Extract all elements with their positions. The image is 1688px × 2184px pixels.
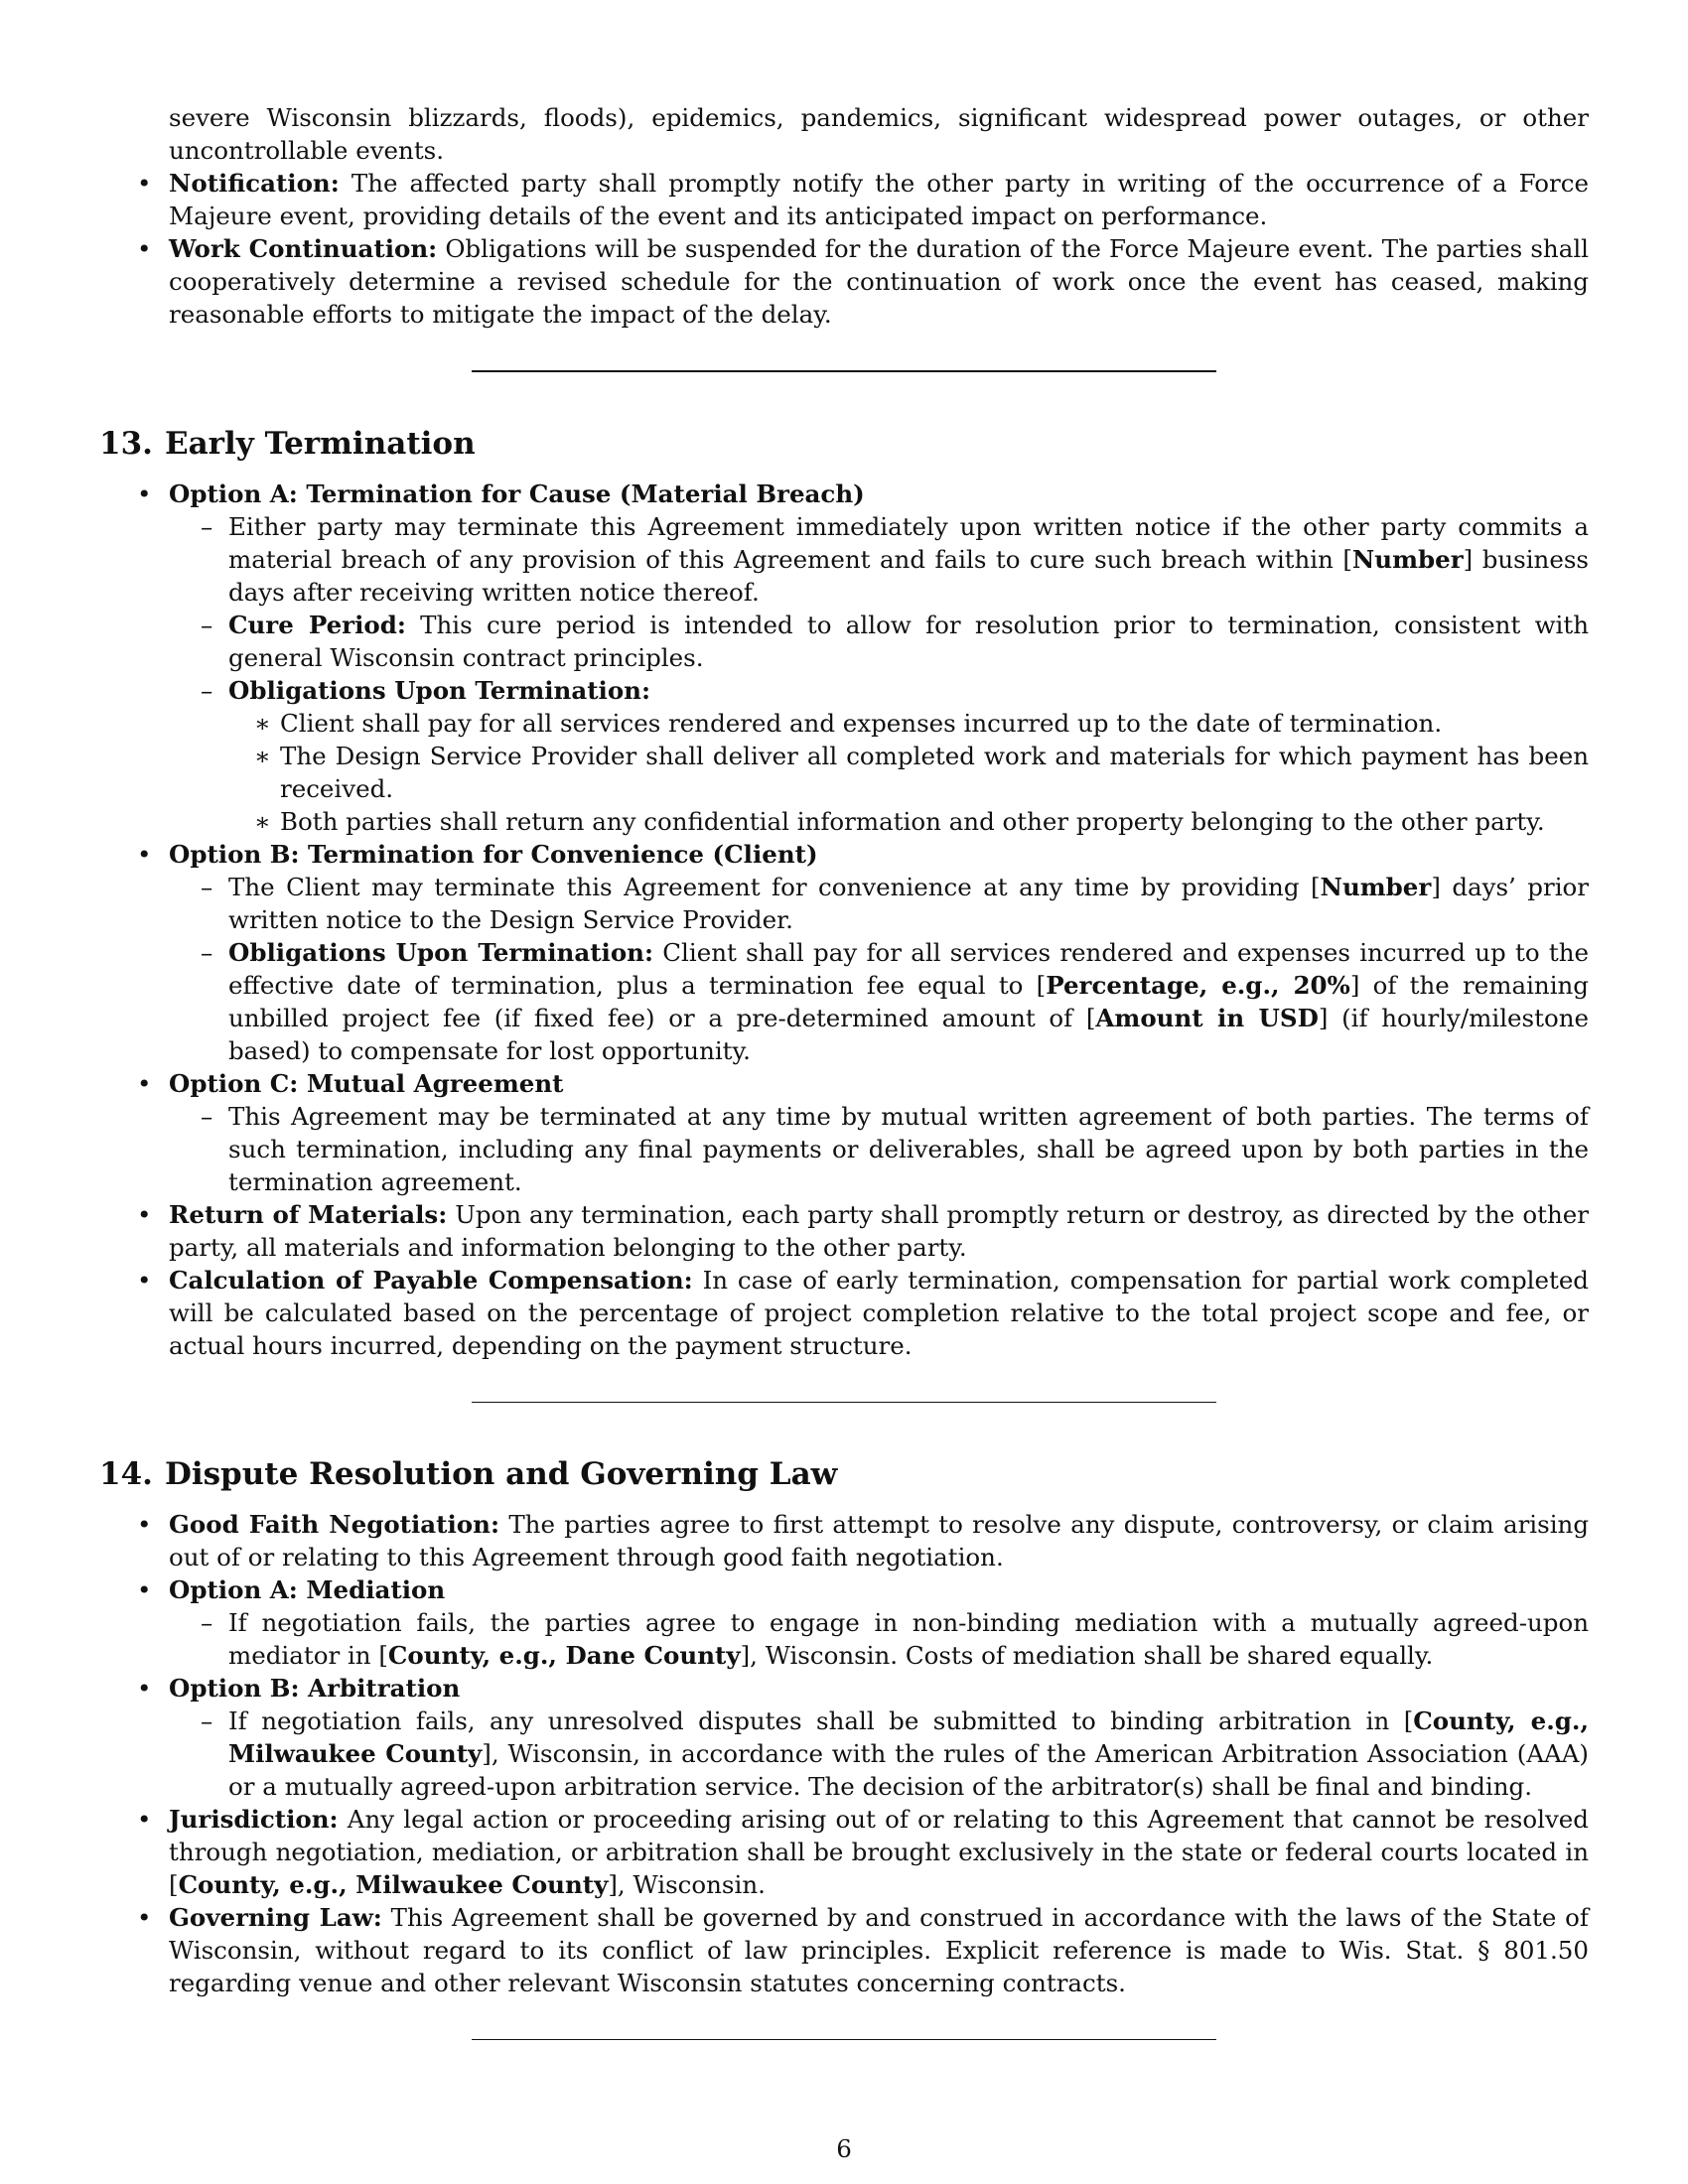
notification-item: • Notification: The affected party shall promptly notify the other party in writing of the occurrence of a Force Majeure event, providing details of the event and its anticipated impact on performance. bbox=[99, 167, 1589, 232]
obligation-item: ∗ Client shall pay for all services rendered and expenses incurred up to the date of termination. bbox=[228, 707, 1589, 740]
obligation-item: ∗ Both parties shall return any confidential information and other property belonging to the other party. bbox=[228, 805, 1589, 838]
payable-compensation-item: • Calculation of Payable Compensation: In case of early termination, compensation for partial work completed will be calculated based on the percentage of project completion relative to the total project scope and fee, or actual hours incurred, depending on the payment structure. bbox=[99, 1264, 1589, 1362]
section-14-heading: 14. Dispute Resolution and Governing Law bbox=[99, 1456, 838, 1492]
work-continuation-item: • Work Continuation: Obligations will be suspended for the duration of the Force Majeure event. The parties shall cooperatively determine a revised schedule for the continuation of work once the event has ceased, making reasonable efforts to mitigate the impact of the delay. bbox=[99, 232, 1589, 331]
section-divider bbox=[472, 2039, 1216, 2040]
jurisdiction-item: • Jurisdiction: Any legal action or proceeding arising out of or relating to this Agreement that cannot be resolved through negotiation, mediation, or arbitration shall be brought exclusively in the state or federal courts located in [County, e.g., Milwaukee County], Wisconsin. bbox=[99, 1803, 1589, 1901]
section-divider bbox=[472, 370, 1216, 372]
return-of-materials-item: • Return of Materials: Upon any termination, each party shall promptly return or destroy, as directed by the other party, all materials and information belonging to the other party. bbox=[99, 1198, 1589, 1264]
termination-option-c: • Option C: Mutual Agreement – This Agreement may be terminated at any time by mutual written agreement of both parties. The terms of such termination, including any final payments or deliverables, shall be agreed upon by both parties in the termination agreement. bbox=[99, 1067, 1589, 1198]
arbitration-option: • Option B: Arbitration – If negotiation fails, any unresolved disputes shall be submitted to binding arbitration in [County, e.g., Milwaukee County], Wisconsin, in accordance with the rules of the American Arbitration Association (AAA) or a mutually agreed-upon arbitration service. The decision of the arbitrator(s) shall be final and binding. bbox=[99, 1672, 1589, 1803]
governing-law-item: • Governing Law: This Agreement shall be governed by and construed in accordance with the laws of the State of Wisconsin, without regard to its conflict of law principles. Explicit reference is made to Wis. Stat. § 801.50 regarding venue and other relevant Wisconsin statutes concerning contracts. bbox=[99, 1901, 1589, 1999]
force-majeure-continuation: severe Wisconsin blizzards, floods), epidemics, pandemics, significant widespread power outages, or other uncontrollable events. bbox=[169, 103, 1589, 165]
cure-period-clause: – Cure Period: This cure period is intended to allow for resolution prior to termination, consistent with general Wisconsin contract principles. bbox=[169, 609, 1589, 674]
mutual-agreement-clause: – This Agreement may be terminated at any time by mutual written agreement of both parties. The terms of such termination, including any final payments or deliverables, shall be agreed upon by both parties in the termination agreement. bbox=[169, 1100, 1589, 1198]
obligations-upon-termination-a: – Obligations Upon Termination: ∗ Client shall pay for all services rendered and expenses incurred up to the date of termination. ∗ The Design Service Provider shall deliver all completed work and materials for which payment has been received. ∗ Both parties shall return any confidential information and other property belonging to the other party. bbox=[169, 674, 1589, 838]
termination-option-b: • Option B: Termination for Convenience (Client) – The Client may terminate this Agreement for convenience at any time by providing [Number] days’ prior written notice to the Design Service Provider. – Obligations Upon Termination: Client shall pay for all services rendered and expenses incurred up to the effective date of termination, plus a termination fee equal to [Percentage, e.g., 20%] of the remaining unbilled project fee (if fixed fee) or a pre-determined amount of [Amount in USD] (if hourly/milestone based) to compensate for lost opportunity. bbox=[99, 838, 1589, 1067]
section-divider bbox=[472, 1402, 1216, 1403]
obligations-upon-termination-b: – Obligations Upon Termination: Client shall pay for all services rendered and expenses incurred up to the effective date of termination, plus a termination fee equal to [Percentage, e.g., 20%] of the remaining unbilled project fee (if fixed fee) or a pre-determined amount of [Amount in USD] (if hourly/milestone based) to compensate for lost opportunity. bbox=[169, 936, 1589, 1067]
section-12-list bbox=[99, 101, 1589, 331]
section-14-list bbox=[99, 1508, 1589, 1999]
termination-option-a: • Option A: Termination for Cause (Material Breach) – Either party may terminate this Agreement immediately upon written notice if the other party commits a material breach of any provision of this Agreement and fails to cure such breach within [Number] business days after receiving written notice thereof. – Cure Period: This cure period is intended to allow for resolution prior to termination, consistent with general Wisconsin contract principles. – Obligations Upon Termination: ∗ Client shall pay for all services rendered and expenses incurred up to the date of termination. ∗ The Design Service Provider shall deliver all completed work and materials for which payment has been received. ∗ Both parties shall return any confidential information and other property belonging to the other party. bbox=[99, 478, 1589, 838]
mediation-option: • Option A: Mediation – If negotiation fails, the parties agree to engage in non-binding mediation with a mutually agreed-upon mediator in [County, e.g., Dane County], Wisconsin. Costs of mediation shall be shared equally. bbox=[99, 1573, 1589, 1672]
page-number: 6 bbox=[836, 2134, 852, 2163]
arbitration-clause: – If negotiation fails, any unresolved disputes shall be submitted to binding arbitration in [County, e.g., Milwaukee County], Wisconsin, in accordance with the rules of the American Arbitration Association (AAA) or a mutually agreed-upon arbitration service. The decision of the arbitrator(s) shall be final and binding. bbox=[169, 1705, 1589, 1803]
convenience-termination-clause: – The Client may terminate this Agreement for convenience at any time by providing [Number] days’ prior written notice to the Design Service Provider. bbox=[169, 871, 1589, 936]
cause-termination-clause: – Either party may terminate this Agreement immediately upon written notice if the other party commits a material breach of any provision of this Agreement and fails to cure such breach within [Number] business days after receiving written notice thereof. bbox=[169, 510, 1589, 609]
section-13-heading: 13. Early Termination bbox=[99, 426, 476, 462]
good-faith-negotiation-item: • Good Faith Negotiation: The parties agree to first attempt to resolve any dispute, controversy, or claim arising out of or relating to this Agreement through good faith negotiation. bbox=[99, 1508, 1589, 1573]
section-13-list bbox=[99, 478, 1589, 1362]
mediation-clause: – If negotiation fails, the parties agree to engage in non-binding mediation with a mutually agreed-upon mediator in [County, e.g., Dane County], Wisconsin. Costs of mediation shall be shared equally. bbox=[169, 1606, 1589, 1672]
document-page bbox=[99, 101, 1589, 2092]
obligation-item: ∗ The Design Service Provider shall deliver all completed work and materials for which payment has been received. bbox=[228, 740, 1589, 805]
